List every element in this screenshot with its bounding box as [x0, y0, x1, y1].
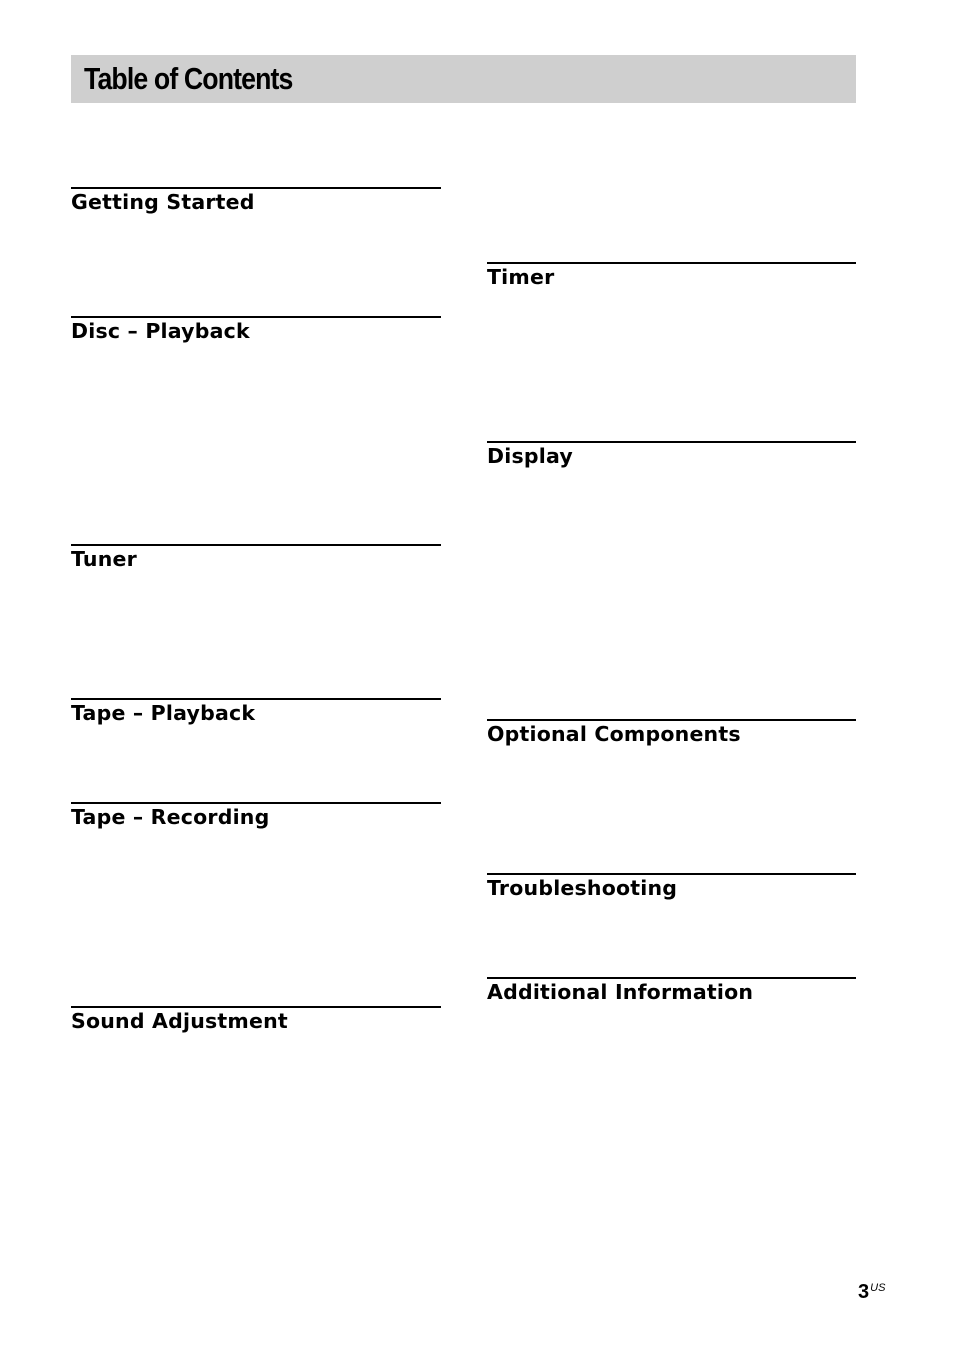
- section-title[interactable]: Timer: [487, 265, 555, 289]
- section-title[interactable]: Additional Information: [487, 980, 754, 1004]
- section-getting-started[interactable]: [71, 187, 441, 214]
- section-title[interactable]: Troubleshooting: [487, 876, 678, 900]
- page-title-bar: [71, 55, 856, 103]
- page-number-suffix: US: [870, 1282, 886, 1294]
- section-display[interactable]: [487, 441, 856, 468]
- section-tuner[interactable]: [71, 544, 441, 571]
- section-disc-playback[interactable]: [71, 316, 441, 343]
- section-title[interactable]: Optional Components: [487, 722, 741, 746]
- section-title[interactable]: Sound Adjustment: [71, 1009, 288, 1033]
- section-title[interactable]: Tape – Recording: [71, 805, 270, 829]
- section-title[interactable]: Disc – Playback: [71, 319, 250, 343]
- section-tape-playback[interactable]: [71, 698, 441, 725]
- section-tape-recording[interactable]: [71, 802, 441, 829]
- section-title[interactable]: Tuner: [71, 547, 137, 571]
- section-title[interactable]: Display: [487, 444, 573, 468]
- section-optional-components[interactable]: [487, 719, 856, 746]
- section-timer[interactable]: [487, 262, 856, 289]
- page-number: [858, 1281, 885, 1303]
- section-additional-information[interactable]: [487, 977, 856, 1004]
- page-title: Table of Contents: [84, 61, 293, 96]
- section-title[interactable]: Tape – Playback: [71, 701, 256, 725]
- section-sound-adjustment[interactable]: [71, 1006, 441, 1033]
- section-title[interactable]: Getting Started: [71, 190, 255, 214]
- section-troubleshooting[interactable]: [487, 873, 856, 900]
- page-number-value: 3: [858, 1281, 870, 1303]
